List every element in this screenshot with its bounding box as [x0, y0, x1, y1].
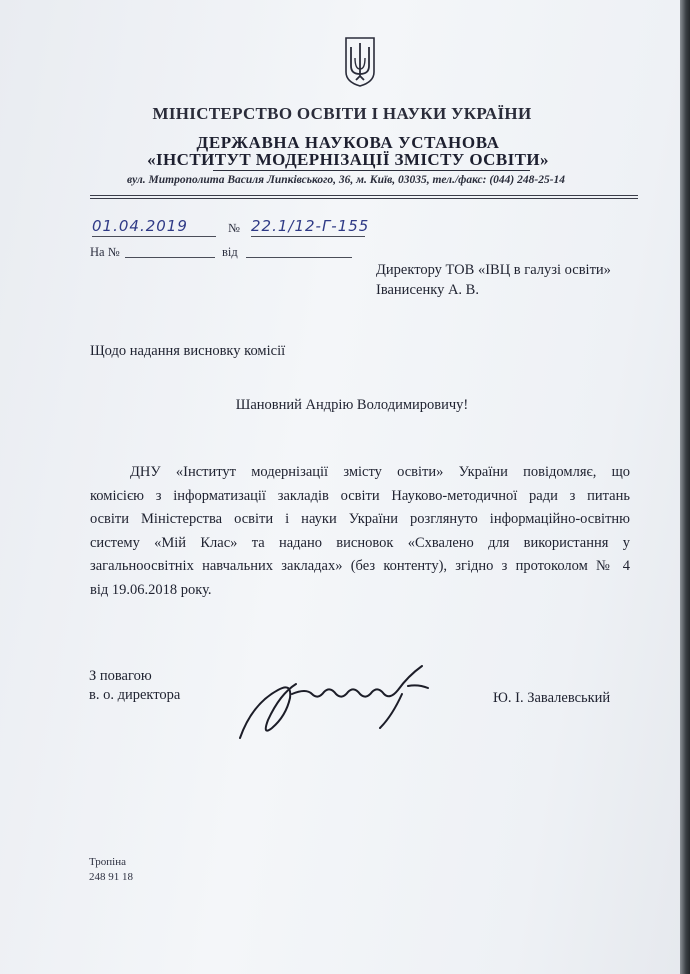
- header-divider-second: [90, 198, 638, 199]
- letter-body: [90, 461, 630, 602]
- outgoing-number: 22.1/12-Г-155: [251, 217, 370, 235]
- outgoing-date: 01.04.2019: [92, 217, 216, 237]
- reply-from-label: від: [222, 245, 238, 259]
- organization-name: «ІНСТИТУТ МОДЕРНІЗАЦІЇ ЗМІСТУ ОСВІТИ»: [8, 150, 680, 170]
- reply-to-blank: [125, 257, 215, 258]
- organization-address: вул. Митрополита Василя Липківського, 36, м. Київ, 03035, тел./факс: (044) 248-25-14: [126, 174, 566, 186]
- executor-phone: 248 91 18: [89, 871, 133, 883]
- body-line: ДНУ «Інститут модернізації змісту освіти» України повідомляє, що: [130, 464, 630, 480]
- body-line: загальноосвітніх навчальних закладах» (без контенту), згідно з протоколом № 4: [90, 558, 630, 574]
- number-sign: №: [228, 221, 240, 235]
- addressee-position: Директору ТОВ «ІВЦ в галузі освіти»: [376, 262, 611, 278]
- organization-type: ДЕРЖАВНА НАУКОВА УСТАНОВА: [196, 133, 500, 152]
- reply-to-label: На №: [90, 245, 120, 259]
- addressee-name: Іванисенку А. В.: [376, 282, 479, 298]
- closing-regards: З повагою: [89, 668, 152, 684]
- body-line: освіти Міністерства освіти і науки України розглянуто інформаційно-освітню: [90, 511, 630, 527]
- ministry-title: МІНІСТЕРСТВО ОСВІТИ І НАУКИ УКРАЇНИ: [152, 104, 532, 123]
- header-divider: [90, 195, 638, 196]
- letter-subject: Щодо надання висновку комісії: [90, 343, 286, 359]
- body-line: від 19.06.2018 року.: [90, 581, 212, 598]
- body-line: систему «Мій Клас» та надано висновок «Схвалено для використання у: [90, 534, 630, 551]
- body-line: комісією з інформатизації закладів освіти Науково-методичної ради з питань: [90, 487, 630, 504]
- signer-position: в. о. директора: [89, 687, 181, 703]
- letter-greeting: Шановний Андрію Володимировичу!: [235, 397, 469, 413]
- handwritten-signature: [232, 654, 442, 746]
- trident-emblem-icon: [344, 36, 376, 88]
- reply-from-blank: [246, 257, 352, 258]
- executor-name: Тропіна: [89, 856, 127, 868]
- signer-name: Ю. І. Завалевський: [493, 690, 611, 706]
- paper-edge-shadow: [680, 0, 690, 974]
